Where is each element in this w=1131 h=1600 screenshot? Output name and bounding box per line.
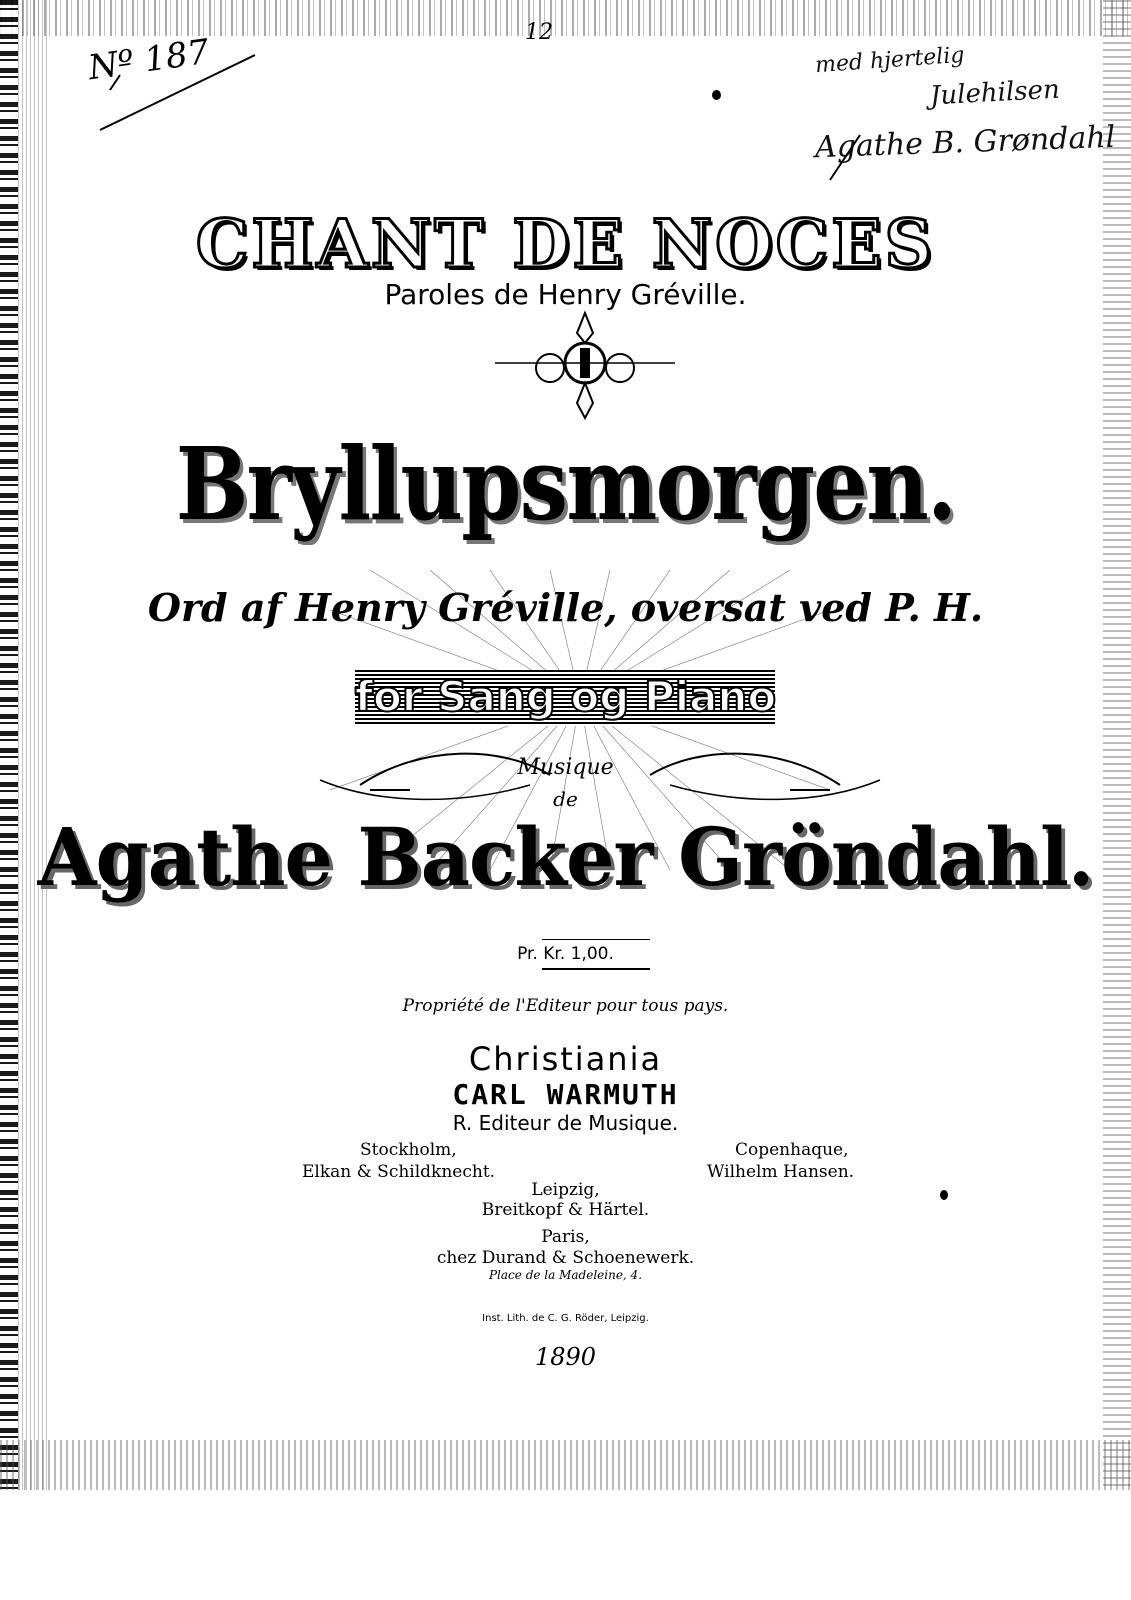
agent-copenhague-city: Copenhaque, [735,1140,849,1160]
publisher-role: R. Editeur de Musique. [452,1111,679,1135]
year-handwritten: 1890 [534,1343,597,1371]
agent-paris-name: chez Durand & Schoenewerk. [436,1248,695,1268]
inscription-line2: Julehilsen [929,74,1061,112]
publisher-name: CARL WARMUTH [452,1078,679,1111]
lyricist-norwegian: Ord af Henry Gréville, oversat ved P. H. [147,585,984,630]
ink-spot [712,90,721,100]
agent-leipzig-name: Breitkopf & Härtel. [481,1200,650,1220]
agent-stockholm-city: Stockholm, [360,1140,457,1160]
title-french: CHANT DE NOCES [195,205,936,283]
de-label: de [553,787,578,811]
agent-stockholm-name: Elkan & Schildknecht. [302,1162,496,1182]
agent-paris-city: Paris, [541,1227,590,1247]
inscription-line1: med hjertelig [814,42,966,79]
price-rule-top [542,939,650,940]
copyright-notice: Propriété de l'Editeur pour tous pays. [402,996,729,1016]
agent-leipzig-city: Leipzig, [531,1180,600,1200]
price: Pr. Kr. 1,00. [517,944,614,964]
lithographer-imprint: Inst. Lith. de C. G. Röder, Leipzig. [482,1313,649,1324]
instrumentation: for Sang og Piano [354,672,777,721]
catalog-number: Nº 187 [85,31,212,89]
page-number: 12 [525,20,553,45]
inscription-signature: Agathe B. Grøndahl [814,119,1116,166]
composer-name: Agathe Backer Gröndahl. [37,810,1094,904]
publisher-city: Christiania [468,1040,663,1078]
ink-spot [940,1190,948,1200]
agent-paris-address: Place de la Madeleine, 4. [488,1268,643,1282]
scan-noise-bottom [0,1440,1131,1490]
lyricist-french: Paroles de Henry Gréville. [384,278,747,311]
price-rule-bottom [542,968,650,970]
catalog-underline [80,30,280,150]
music-by-label: Musique [517,755,614,780]
ornament-icon [455,308,715,428]
title-norwegian: Bryllupsmorgen. [175,425,956,543]
agent-copenhague-name: Wilhelm Hansen. [707,1162,855,1182]
